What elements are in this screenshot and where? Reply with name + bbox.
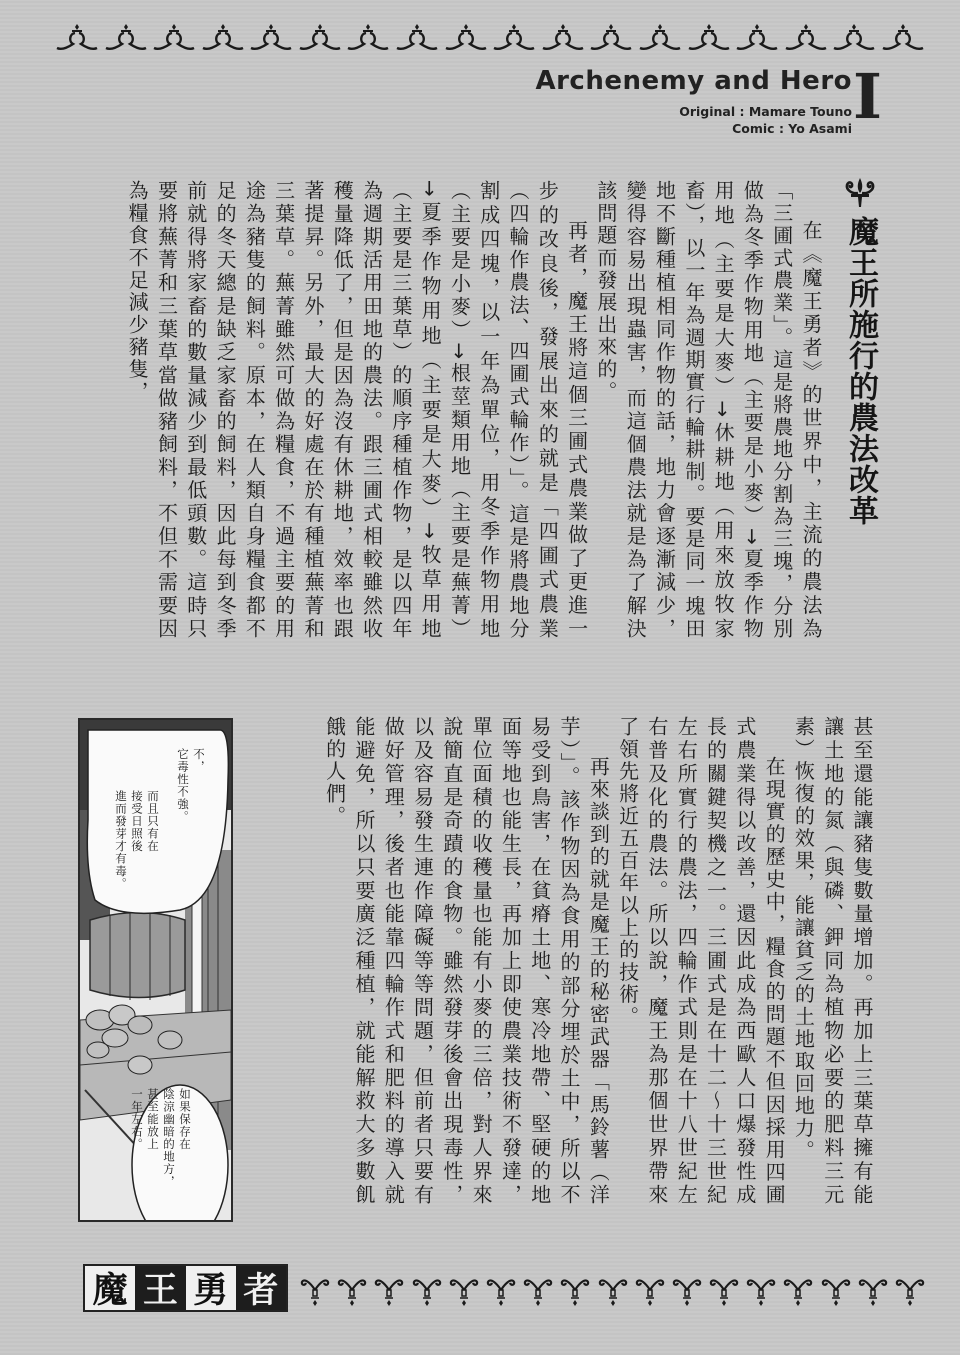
scroll-ornament-icon xyxy=(735,22,779,54)
scroll-ornament-icon xyxy=(858,1268,888,1308)
scroll-ornament-icon xyxy=(492,22,536,54)
scroll-ornament-icon xyxy=(832,22,876,54)
comic-credit: Comic : Yo Asami xyxy=(732,121,852,136)
scroll-ornament-icon xyxy=(895,1268,925,1308)
scroll-ornament-icon xyxy=(300,1268,330,1308)
scroll-ornament-icon xyxy=(672,1268,702,1308)
lower-body-text xyxy=(216,716,876,1206)
scroll-ornament-icon xyxy=(444,22,488,54)
fleur-de-lis-icon xyxy=(840,176,880,210)
scroll-ornament-icon xyxy=(709,1268,739,1308)
manga-panel xyxy=(78,718,233,1222)
bubble-line: 進而發芽才有毒。 xyxy=(114,790,128,890)
series-title-block xyxy=(487,60,882,136)
logo-char: 王 xyxy=(135,1266,185,1310)
scroll-ornament-icon xyxy=(395,22,439,54)
scroll-ornament-icon xyxy=(152,22,196,54)
scroll-ornament-icon xyxy=(337,1268,367,1308)
scroll-ornament-icon xyxy=(589,22,633,54)
section-heading: 魔王所施行的農法改革 xyxy=(843,216,878,526)
scroll-ornament-icon xyxy=(523,1268,553,1308)
bubble-line: 甚至能放上 xyxy=(146,1088,160,1151)
top-ornament-border xyxy=(55,22,925,54)
scroll-ornament-icon xyxy=(249,22,293,54)
bubble-line: 陰涼幽暗的地方， xyxy=(162,1088,176,1188)
bottom-ornament-border xyxy=(300,1268,925,1308)
series-title: Archenemy and Hero xyxy=(535,66,852,96)
scroll-ornament-icon xyxy=(374,1268,404,1308)
scroll-ornament-icon xyxy=(541,22,585,54)
speech-bubble xyxy=(113,790,161,890)
paragraph: 再者，魔王將這個三圃式農業做了更進一步的改良後，發展出來的就是「四圃式農業（四輪作農法、四圃式輪作）」。這是將農地分割成四塊，以一年為單位，用冬季作物用地（主要是小麥）→根莖類用地（主要是蕪菁）→夏季作物用地（主要是大麥）→牧草用地（主要是三葉草）的順序種植作物，是以四年為週期活用田地的農法。跟三圃式相較雖然收穫量降低了，但是因為沒有休耕地，效率也跟著提昇。另外，最大的好處在於有種植蕪菁和三葉草。蕪菁雖然可做為糧食，不過主要的用途為豬隻的飼料。原本，在人類自身糧食都不足的冬天總是缺乏家畜的飼料，因此每到冬季前就得將家畜的數量減少到最低頭數。這時只要將蕪菁和三葉草當做豬飼料，不但不需要因為糧食不足減少豬隻， xyxy=(125,180,589,640)
logo-char: 者 xyxy=(236,1266,286,1310)
logo-char: 勇 xyxy=(186,1266,236,1310)
scroll-ornament-icon xyxy=(687,22,731,54)
paragraph: 在現實的歷史中，糧食的問題不但因採用四圃式農業得以改善，還因此成為西歐人口爆發性成長的關鍵契機之一。三圃式是在十二～十三世紀左右所實行的農法，四輪作式則是在十八世紀左右普及化的農法。所以說，魔王為那個世界帶來了領先將近五百年以上的技術。 xyxy=(615,716,787,1206)
upper-body-text xyxy=(10,180,825,640)
bubble-line: 接受日照後 xyxy=(130,790,144,853)
scroll-ornament-icon xyxy=(784,22,828,54)
bubble-line: 一年左右。 xyxy=(130,1088,144,1151)
scroll-ornament-icon xyxy=(635,1268,665,1308)
scroll-ornament-icon xyxy=(598,1268,628,1308)
scroll-ornament-icon xyxy=(346,22,390,54)
bubble-line: 如果保存在 xyxy=(178,1088,192,1151)
scroll-ornament-icon xyxy=(821,1268,851,1308)
scroll-ornament-icon xyxy=(486,1268,516,1308)
section-heading-block xyxy=(836,176,884,546)
paragraph: 再來談到的就是魔王的秘密武器「馬鈴薯（洋芋）」。該作物因為食用的部分埋於土中，所以不易受到鳥害，在貧瘠土地、寒冷地帶、堅硬的地面等地也能生長，再加上即使農業技術不發達，單位面積的收穫量也能有小麥的三倍，對人界來說簡直是奇蹟的食物。雖然發芽後會出現毒性，以及容易發生連作障礙等等問題，但前者只要有做好管理，後者也能靠四輪作式和肥料的導入就能避免，所以只要廣泛種植，就能解救大多數飢餓的人們。 xyxy=(322,716,611,1206)
scroll-ornament-icon xyxy=(55,22,99,54)
bubble-line: 而且只有在 xyxy=(146,790,160,853)
scroll-ornament-icon xyxy=(104,22,148,54)
scroll-ornament-icon xyxy=(638,22,682,54)
scroll-ornament-icon xyxy=(449,1268,479,1308)
volume-numeral: I xyxy=(852,60,882,133)
scroll-ornament-icon xyxy=(412,1268,442,1308)
scroll-ornament-icon xyxy=(881,22,925,54)
speech-bubble xyxy=(129,1088,193,1188)
scroll-ornament-icon xyxy=(560,1268,590,1308)
bubble-line: 它毒性不強。 xyxy=(176,748,190,823)
scroll-ornament-icon xyxy=(298,22,342,54)
logo-char: 魔 xyxy=(85,1266,135,1310)
scroll-ornament-icon xyxy=(783,1268,813,1308)
series-logo xyxy=(83,1264,288,1312)
paragraph: 甚至還能讓豬隻數量增加。再加上三葉草擁有能讓土地的氮（與磷、鉀同為植物必要的肥料三元素）恢復的效果，能讓貧乏的土地取回地力。 xyxy=(791,716,874,1206)
paragraph: 在《魔王勇者》的世界中，主流的農法為「三圃式農業」。這是將農地分割為三塊，分別做為冬季作物用地（主要是小麥）→夏季作物用地（主要是大麥）→休耕地（用來放牧家畜），以一年為週期實行輪耕制。要是同一塊田地不斷種植相同作物的話，地力會逐漸減少，變得容易出現蟲害，而這個農法就是為了解決該問題而發展出來的。 xyxy=(593,180,823,640)
scroll-ornament-icon xyxy=(201,22,245,54)
bubble-line: 不， xyxy=(192,748,206,773)
speech-bubble xyxy=(175,748,207,823)
scroll-ornament-icon xyxy=(746,1268,776,1308)
original-credit: Original : Mamare Touno xyxy=(679,104,852,119)
